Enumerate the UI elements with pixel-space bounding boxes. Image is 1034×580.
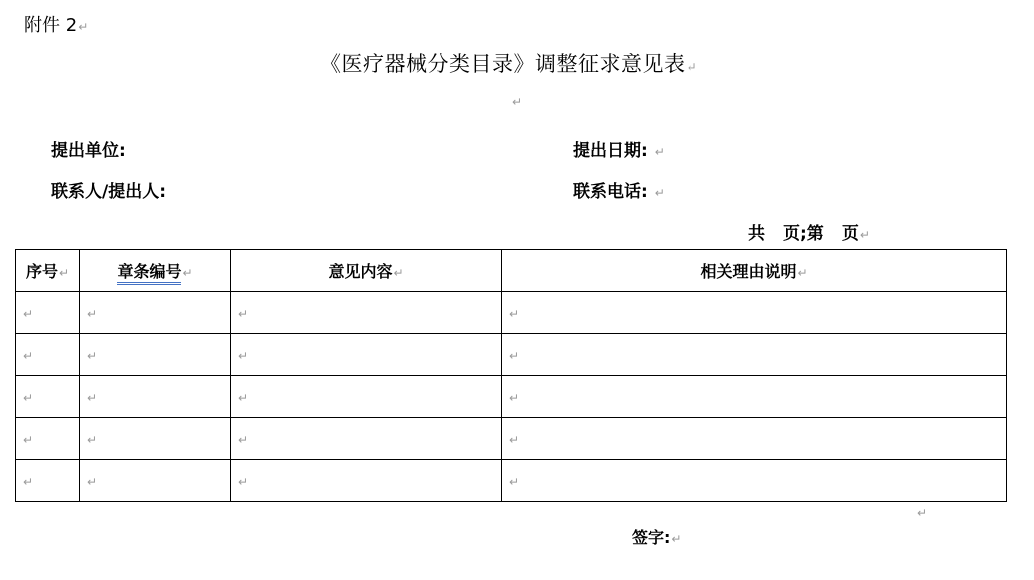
table-row [16,334,1007,376]
header-reason-explanation: 相关理由说明↵ [502,250,1007,292]
cell-opinion-content[interactable] [231,334,502,376]
paragraph-mark-icon: ↵ [58,266,70,280]
paragraph-mark-icon: ↵ [23,391,34,405]
signature-label: 签字:↵ [632,528,682,547]
paragraph-mark-icon: ↵ [23,349,34,363]
paragraph-mark-icon: ↵ [509,307,520,321]
page-count-line: 共 页;第 页↵ [748,224,870,244]
table-row [16,376,1007,418]
paragraph-mark-icon: ↵ [182,266,193,280]
paragraph-mark-icon: ↵ [78,20,89,34]
cell-clause-number[interactable] [80,460,231,502]
paragraph-mark-icon: ↵ [23,433,34,447]
header-serial-number: 序号↵ [16,250,80,292]
paragraph-mark-icon: ↵ [238,391,249,405]
paragraph-mark-icon: ↵ [859,228,870,242]
paragraph-mark-icon: ↵ [509,475,520,489]
table-row [16,292,1007,334]
opinion-table [15,249,1007,502]
paragraph-mark-icon: ↵ [512,95,523,109]
cell-reason-explanation[interactable] [502,376,1007,418]
paragraph-mark-icon: ↵ [654,186,665,200]
cell-serial-number[interactable] [16,376,80,418]
paragraph-mark-icon: ↵ [23,475,34,489]
cell-opinion-content[interactable] [231,376,502,418]
contact-person-label: 联系人/提出人: [51,182,167,202]
table-header-row [16,250,1007,292]
cell-clause-number[interactable] [80,418,231,460]
paragraph-mark-icon: ↵ [238,475,249,489]
cell-serial-number[interactable] [16,292,80,334]
cell-clause-number[interactable] [80,334,231,376]
paragraph-mark-icon: ↵ [509,349,520,363]
cell-serial-number[interactable] [16,460,80,502]
cell-opinion-content[interactable] [231,292,502,334]
cell-reason-explanation[interactable] [502,418,1007,460]
header-clause-number: 章条编号↵ [80,250,231,292]
document-title: 《医疗器械分类目录》调整征求意见表↵ [320,52,698,76]
cell-clause-number[interactable] [80,292,231,334]
attachment-label: 附件 2↵ [24,15,89,36]
paragraph-mark-icon: ↵ [238,433,249,447]
paragraph-mark-icon: ↵ [87,433,98,447]
cell-opinion-content[interactable] [231,418,502,460]
paragraph-mark-icon: ↵ [797,266,808,280]
paragraph-mark-icon: ↵ [393,266,404,280]
paragraph-mark-icon: ↵ [654,145,665,159]
submit-date-label: 提出日期: ↵ [573,141,665,161]
header-opinion-content: 意见内容↵ [231,250,502,292]
paragraph-mark-icon: ↵ [671,532,682,546]
cell-opinion-content[interactable] [231,460,502,502]
paragraph-mark-icon: ↵ [917,506,928,520]
cell-serial-number[interactable] [16,418,80,460]
paragraph-mark-icon: ↵ [686,60,698,74]
paragraph-mark-icon: ↵ [87,475,98,489]
cell-reason-explanation[interactable] [502,334,1007,376]
paragraph-mark-icon: ↵ [87,307,98,321]
paragraph-mark-icon: ↵ [87,391,98,405]
submitting-unit-label: 提出单位: [51,141,126,161]
table-row [16,460,1007,502]
paragraph-mark-icon: ↵ [509,433,520,447]
cell-clause-number[interactable] [80,376,231,418]
paragraph-mark-icon: ↵ [238,307,249,321]
table-row [16,418,1007,460]
cell-reason-explanation[interactable] [502,460,1007,502]
cell-serial-number[interactable] [16,334,80,376]
paragraph-mark-icon: ↵ [23,307,34,321]
paragraph-mark-icon: ↵ [87,349,98,363]
contact-phone-label: 联系电话: ↵ [573,182,665,202]
paragraph-mark-icon: ↵ [238,349,249,363]
cell-reason-explanation[interactable] [502,292,1007,334]
paragraph-mark-icon: ↵ [509,391,520,405]
